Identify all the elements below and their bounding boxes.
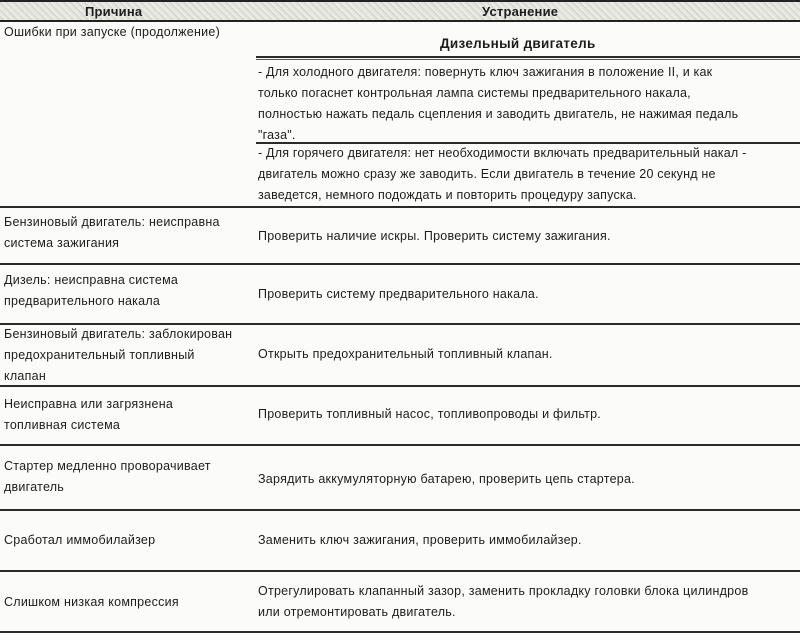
table-row-cause: Бензиновый двигатель: неисправна система зажигания bbox=[4, 215, 220, 250]
header-cause: Причина bbox=[85, 4, 143, 19]
table-row-fix: Заменить ключ зажигания, проверить иммобилайзер. bbox=[258, 533, 582, 547]
cause-continuation: Ошибки при запуске (продолжение) bbox=[4, 25, 220, 39]
row-divider bbox=[0, 385, 800, 387]
table-row-fix: Проверить систему предварительного накала. bbox=[258, 287, 539, 301]
row-divider bbox=[0, 263, 800, 265]
divider bbox=[256, 56, 800, 58]
table-row-cause: Стартер медленно проворачивает двигатель bbox=[4, 459, 211, 494]
table-row-cause: Неисправна или загрязнена топливная система bbox=[4, 397, 174, 432]
subheading-diesel: Дизельный двигатель bbox=[440, 36, 596, 51]
row-divider bbox=[0, 509, 800, 511]
row-divider bbox=[0, 444, 800, 446]
divider bbox=[256, 59, 800, 60]
table-row-fix: Зарядить аккумуляторную батарею, проверить цепь стартера. bbox=[258, 472, 635, 486]
table-row-cause: Слишком низкая компрессия bbox=[4, 595, 179, 609]
row-divider bbox=[0, 631, 800, 633]
table-row-cause: Дизель: неисправна система предварительного накала bbox=[4, 273, 179, 308]
table-row-fix: Проверить наличие искры. Проверить систему зажигания. bbox=[258, 229, 611, 243]
table-row-fix: Проверить топливный насос, топливопроводы и фильтр. bbox=[258, 407, 602, 421]
table-header bbox=[0, 0, 800, 22]
fix-cold-engine: - Для холодного двигателя: повернуть ключ зажигания в положение II, и как только погаснет контрольная лампа системы предварительного накала, полностью нажать педаль сцепления и заводить двигатель, не нажимая педаль "газа". bbox=[258, 65, 739, 142]
fix-hot-engine: - Для горячего двигателя: нет необходимости включать предварительный накал - двигатель можно сразу же заводить. Если двигатель в течение 20 секунд не заведется, немного подождать и повторить процедуру запуска. bbox=[258, 146, 747, 202]
row-divider bbox=[0, 206, 800, 208]
table-row-cause: Сработал иммобилайзер bbox=[4, 533, 156, 547]
row-divider bbox=[0, 570, 800, 572]
table-row-fix: Отрегулировать клапанный зазор, заменить прокладку головки блока цилиндров или отремонтировать двигатель. bbox=[258, 584, 749, 619]
header-fix: Устранение bbox=[482, 4, 559, 19]
table-row-fix: Открыть предохранительный топливный клапан. bbox=[258, 347, 553, 361]
table-row-cause: Бензиновый двигатель: заблокирован предохранительный топливный клапан bbox=[4, 327, 233, 383]
